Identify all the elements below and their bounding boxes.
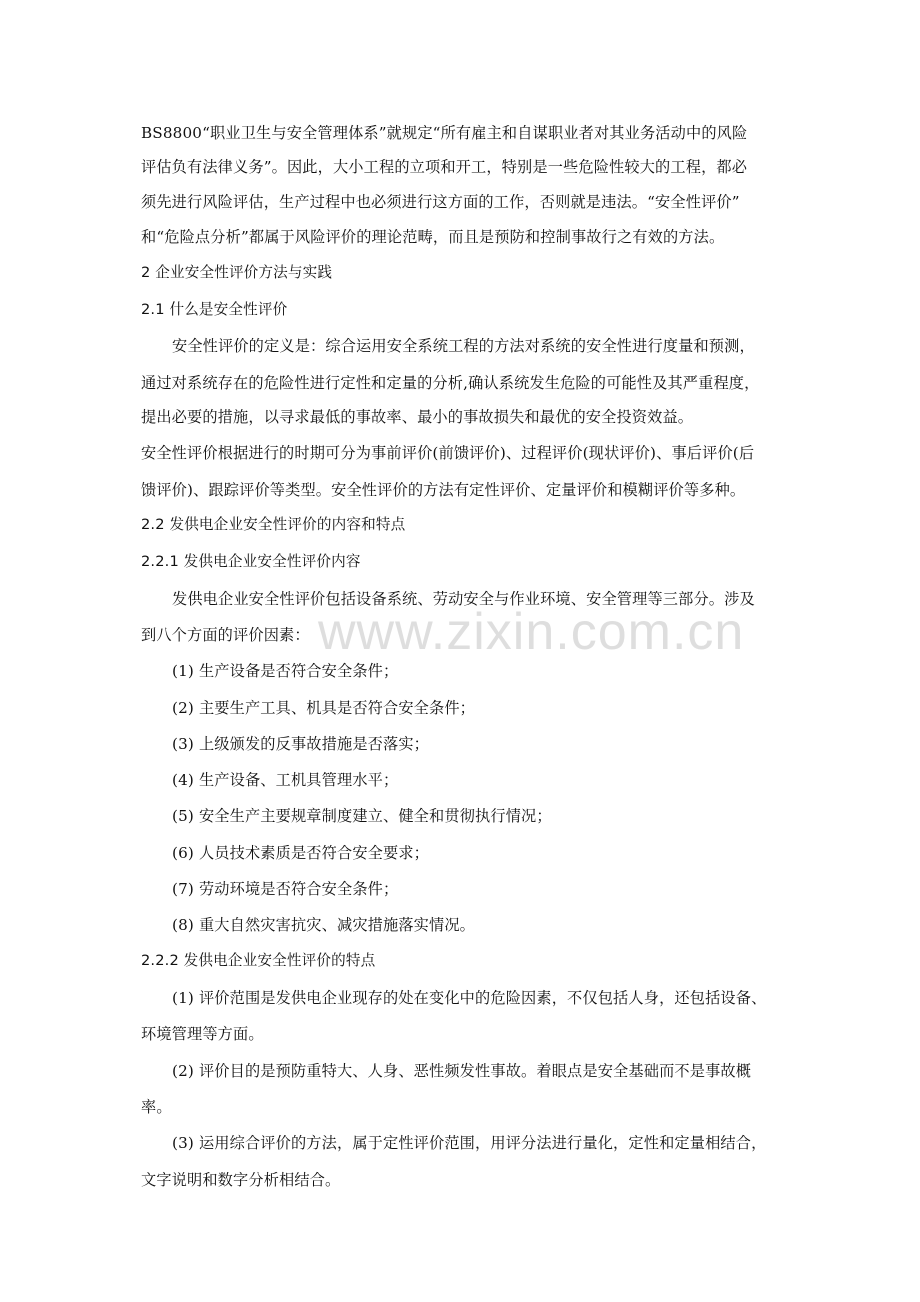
list-item: (4) 生产设备、工机具管理水平； [172, 771, 399, 789]
list-item: (3) 上级颁发的反事故措施是否落实； [172, 735, 430, 753]
paragraph-line: 到八个方面的评价因素： [141, 626, 310, 644]
list-item-continuation: 环境管理等方面。 [141, 1025, 264, 1043]
list-item: (5) 安全生产主要规章制度建立、健全和贯彻执行情况； [172, 807, 552, 825]
watermark: www.zixin.com.cn [318, 603, 745, 661]
section-heading-2-2: 2.2 发供电企业安全性评价的内容和特点 [141, 516, 406, 533]
intro-line: BS8800“职业卫生与安全管理体系”就规定“所有雇主和自谋职业者对其业务活动中的风险 [141, 124, 748, 142]
list-item: (1) 生产设备是否符合安全条件； [172, 662, 399, 680]
paragraph-line: 安全性评价根据进行的时期可分为事前评价(前馈评价)、过程评价(现状评价)、事后评价(后 [141, 444, 755, 462]
list-item: (1) 评价范围是发供电企业现存的处在变化中的危险因素，不仅包括人身，还包括设备、 [172, 989, 767, 1007]
section-heading-2-2-2: 2.2.2 发供电企业安全性评价的特点 [141, 952, 376, 969]
section-heading-2: 2 企业安全性评价方法与实践 [141, 264, 333, 281]
intro-line: 须先进行风险评估，生产过程中也必须进行这方面的工作，否则就是违法。“安全性评价” [141, 193, 740, 211]
list-item: (2) 主要生产工具、机具是否符合安全条件； [172, 699, 476, 717]
list-item: (6) 人员技术素质是否符合安全要求； [172, 844, 430, 862]
paragraph-line: 发供电企业安全性评价包括设备系统、劳动安全与作业环境、安全管理等三部分。涉及 [172, 590, 755, 608]
list-item: (3) 运用综合评价的方法，属于定性评价范围，用评分法进行量化，定性和定量相结合， [172, 1134, 767, 1152]
section-heading-2-2-1: 2.2.1 发供电企业安全性评价内容 [141, 553, 361, 570]
list-item: (2) 评价目的是预防重特大、人身、恶性频发性事故。着眼点是安全基础而不是事故概 [172, 1062, 752, 1080]
intro-line: 和“危险点分析”都属于风险评价的理论范畴，而且是预防和控制事故行之有效的方法。 [141, 228, 725, 246]
paragraph-line: 提出必要的措施，以寻求最低的事故率、最小的事故损失和最优的安全投资效益。 [141, 408, 694, 426]
list-item: (8) 重大自然灾害抗灾、减灾措施落实情况。 [172, 916, 476, 934]
paragraph-line: 安全性评价的定义是：综合运用安全系统工程的方法对系统的安全性进行度量和预测， [172, 337, 755, 355]
paragraph-line: 通过对系统存在的危险性进行定性和定量的分析,确认系统发生危险的可能性及其严重程度， [141, 374, 760, 392]
list-item-continuation: 率。 [141, 1098, 172, 1116]
list-item: (7) 劳动环境是否符合安全条件； [172, 880, 399, 898]
paragraph-line: 馈评价)、跟踪评价等类型。安全性评价的方法有定性评价、定量评价和模糊评价等多种。 [141, 481, 746, 499]
list-item-continuation: 文字说明和数字分析相结合。 [141, 1171, 341, 1189]
section-heading-2-1: 2.1 什么是安全性评价 [141, 301, 288, 318]
intro-line: 评估负有法律义务”。因此，大小工程的立项和开工，特别是一些危险性较大的工程，都必 [141, 158, 748, 176]
